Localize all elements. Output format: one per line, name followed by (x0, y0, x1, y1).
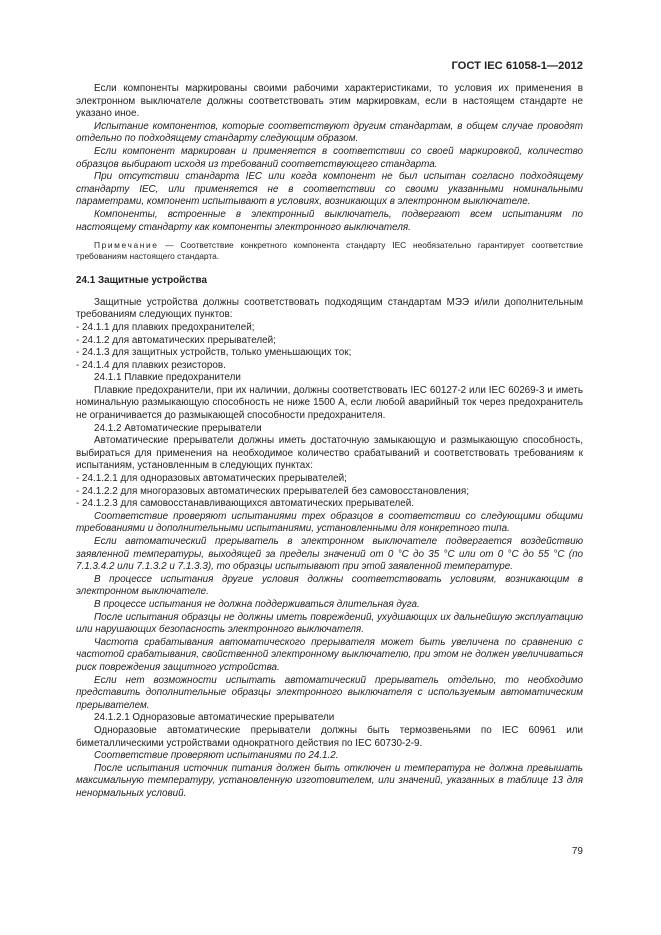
paragraph: Если автоматический прерыватель в электронном выключателе подвергается воздействию заявленной температуры, выходящей за пределы значений от 0 °C до 35 °C или от 0 °C до 55 °C (по 7.1.3.4.2 или 7.1.3.2 и 7.1.3.3), то образцы испытывают при этой заявленной температуре. (76, 536, 583, 573)
paragraph: Защитные устройства должны соответствовать подходящим стандартам МЭЭ и/или дополнительным требованиям следующих пунктов: (76, 296, 583, 321)
list-item: - 24.1.3 для защитных устройств, только уменьшающих ток; (76, 347, 352, 359)
paragraph: Одноразовые автоматические прерыватели должны быть термозвеньями по IEC 60961 или биметаллическими устройствами однократного действия по IEC 60730-2-9. (76, 724, 583, 749)
paragraph: В процессе испытания другие условия должны соответствовать условиям, возникающим в электронном выключателе. (76, 573, 583, 598)
list-item: - 24.1.2.2 для многоразовых автоматических прерывателей без самовосстановления; (76, 485, 470, 497)
paragraph: Компоненты, встроенные в электронный выключатель, подвергают всем испытаниям по настоящему стандарту как компоненты электронного выключателя. (76, 208, 583, 233)
paragraph: В процессе испытания не должна поддерживаться длительная дуга. (94, 598, 420, 610)
page-number: 79 (571, 846, 583, 857)
page-content (76, 83, 583, 800)
subsection-heading: 24.1.2 Автоматические прерыватели (94, 422, 262, 434)
paragraph: После испытания образцы не должны иметь повреждений, ухудшающих их дальнейшую эксплуатацию или нарушающих безопасность электронного выключателя. (76, 611, 583, 636)
subsection-heading: 24.1.1 Плавкие предохранители (94, 372, 241, 384)
paragraph: При отсутствии стандарта IEC или когда компонент не был испытан согласно подходящему стандарту IEC, или применяется не в соответствии со своими указанными номинальными параметрами, компонент испытывают в условиях, возникающих в электронном выключателе. (76, 171, 583, 208)
paragraph: Соответствие проверяют испытаниями по 24.1.2. (94, 750, 339, 762)
paragraph: Если компонент маркирован и применяется в соответствии со своей маркировкой, количество образцов выбирают исходя из требований соответствующего стандарта. (76, 145, 583, 170)
list-item: - 24.1.4 для плавких резисторов. (76, 359, 226, 371)
list-item: - 24.1.2.3 для самовосстанавливающихся автоматических прерывателей. (76, 498, 415, 510)
paragraph: Соответствие проверяют испытаниями трех образцов в соответствии со следующими общими требованиями и дополнительными испытаниями, установленными для конкретного типа. (76, 510, 583, 535)
paragraph: Испытание компонентов, которые соответствуют другим стандартам, в общем случае проводят отдельно по подходящему стандарту следующим образом. (76, 120, 583, 145)
paragraph: Плавкие предохранители, при их наличии, должны соответствовать IEC 60127-2 или IEC 60269-3 и иметь номинальную размыкающую способность не ниже 1500 А, если любой аварийный ток через предохранитель не ограничивается до размыкающей способности предохранителя. (76, 384, 583, 422)
section-heading: 24.1 Защитные устройства (76, 275, 207, 287)
paragraph: Если нет возможности испытать автоматический прерыватель отдельно, то необходимо представить дополнительные образцы электронного выключателя с используемым автоматическим прерывателем. (76, 674, 583, 711)
list-item: - 24.1.2.1 для одноразовых автоматических прерывателей; (76, 473, 347, 485)
document-code: ГОСТ IEC 61058-1—2012 (451, 60, 583, 72)
note-text: — Соответствие конкретного компонента стандарту IEC необязательно гарантирует соответствие требованиям настоящего стандарта. (76, 240, 583, 262)
note-label: Примечание (94, 240, 159, 251)
paragraph: Если компоненты маркированы своими рабочими характеристиками, то условия их применения в электронном выключателе должны соответствовать этим маркировкам, если в настоящем стандарте не указано иное. (76, 83, 583, 120)
note (76, 240, 583, 262)
list-item: - 24.1.2 для автоматических прерывателей; (76, 334, 276, 346)
paragraph: Автоматические прерыватели должны иметь достаточную замыкающую и размыкающую способность, выбираться для применения на необходимое количество срабатываний и соответствовать требованиям к испытаниям, установленным в следующих пунктах: (76, 435, 583, 472)
paragraph: Частота срабатывания автоматического прерывателя может быть увеличена по сравнению с частотой срабатывания, свойственной электронному выключателю, при этом не должен увеличиваться риск повреждения защитного устройства. (76, 636, 583, 673)
list-item: - 24.1.1 для плавких предохранителей; (76, 321, 255, 333)
paragraph: После испытания источник питания должен быть отключен и температура не должна превышать максимальную температуру, установленную изготовителем, или значений, указанных в таблице 13 для ненормальных условий. (76, 762, 583, 799)
subsection-heading: 24.1.2.1 Одноразовые автоматические прерыватели (94, 712, 335, 724)
